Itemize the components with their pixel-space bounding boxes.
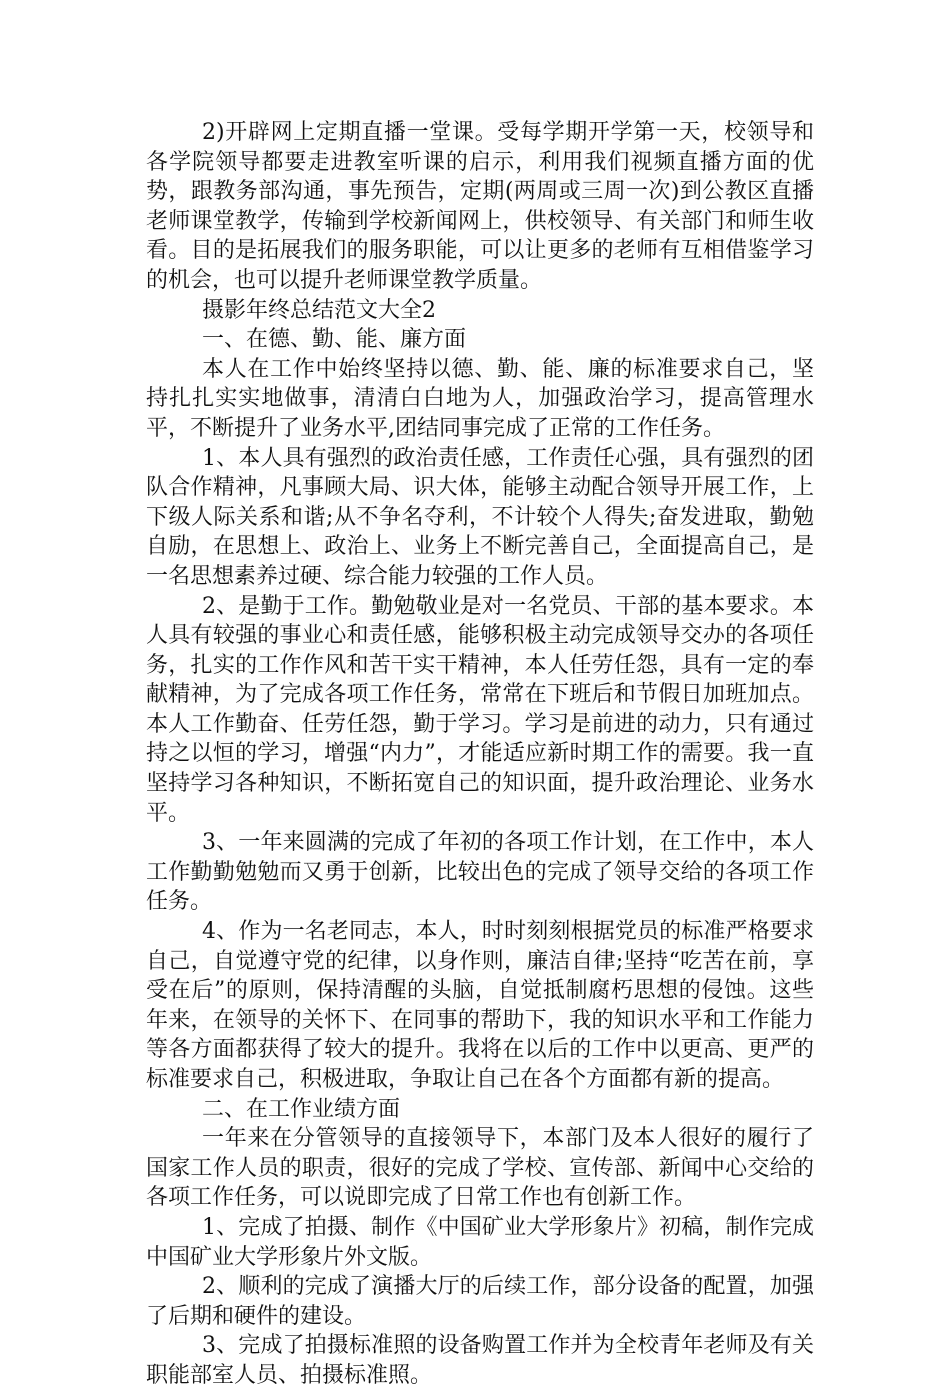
paragraph-performance-3: 3、完成了拍摄标准照的设备购置工作并为全校青年老师及有关职能部室人员、拍摄标准照。 <box>146 1333 814 1388</box>
paragraph-ethics-1: 1、本人具有强烈的政治责任感，工作责任心强，具有强烈的团队合作精神，凡事顾大局、识大体，能够主动配合领导开展工作，上下级人际关系和谐;从不争名夺利，不计较个人得失;奋发进取，勤勉自励，在思想上、政治上、业务上不断完善自己，全面提高自己，是一名思想素养过硬、综合能力较强的工作人员。 <box>146 445 814 589</box>
paragraph-ethics-3: 3、一年来圆满的完成了年初的各项工作计划，在工作中，本人工作勤勤勉勉而又勇于创新，比较出色的完成了领导交给的各项工作任务。 <box>146 830 814 915</box>
paragraph-performance-2: 2、顺利的完成了演播大厅的后续工作，部分设备的配置，加强了后期和硬件的建设。 <box>146 1274 814 1329</box>
paragraph-performance-intro: 一年来在分管领导的直接领导下，本部门及本人很好的履行了国家工作人员的职责，很好的完成了学校、宣传部、新闻中心交给的各项工作任务，可以说即完成了日常工作也有创新工作。 <box>146 1126 814 1211</box>
paragraph-ethics-intro: 本人在工作中始终坚持以德、勤、能、廉的标准要求自己，坚持扎扎实实地做事，清清白白地为人，加强政治学习，提高管理水平，不断提升了业务水平,团结同事完成了正常的工作任务。 <box>146 356 814 441</box>
heading-ethics: 一、在德、勤、能、廉方面 <box>202 327 467 353</box>
document-page <box>146 118 814 1391</box>
paragraph-ethics-2: 2、是勤于工作。勤勉敬业是对一名党员、干部的基本要求。本人具有较强的事业心和责任感，能够积极主动完成领导交办的各项任务，扎实的工作作风和苦干实干精神，本人任劳任怨，具有一定的奉献精神，为了完成各项工作任务，常常在下班后和节假日加班加点。本人工作勤奋、任劳任怨，勤于学习。学习是前进的动力，只有通过持之以恒的学习，增强“内力”，才能适应新时期工作的需要。我一直坚持学习各种知识，不断拓宽自己的知识面，提升政治理论、业务水平。 <box>146 593 814 826</box>
paragraph-live-lecture: 2)开辟网上定期直播一堂课。受每学期开学第一天，校领导和各学院领导都要走进教室听课的启示，利用我们视频直播方面的优势，跟教务部沟通，事先预告，定期(两周或三周一次)到公教区直播老师课堂教学，传输到学校新闻网上，供校领导、有关部门和师生收看。目的是拓展我们的服务职能，可以让更多的老师有互相借鉴学习的机会，也可以提升老师课堂教学质量。 <box>146 120 814 293</box>
section-title: 摄影年终总结范文大全2 <box>202 297 436 323</box>
paragraph-ethics-4: 4、作为一名老同志，本人，时时刻刻根据党员的标准严格要求自己，自觉遵守党的纪律，以身作则，廉洁自律;坚持“吃苦在前，享受在后”的原则，保持清醒的头脑，自觉抵制腐朽思想的侵蚀。这些年来，在领导的关怀下、在同事的帮助下，我的知识水平和工作能力等各方面都获得了较大的提升。我将在以后的工作中以更高、更严的标准要求自己，积极进取，争取让自己在各个方面都有新的提高。 <box>146 919 814 1092</box>
paragraph-performance-1: 1、完成了拍摄、制作《中国矿业大学形象片》初稿，制作完成中国矿业大学形象片外文版。 <box>146 1214 814 1270</box>
heading-performance: 二、在工作业绩方面 <box>202 1096 401 1122</box>
